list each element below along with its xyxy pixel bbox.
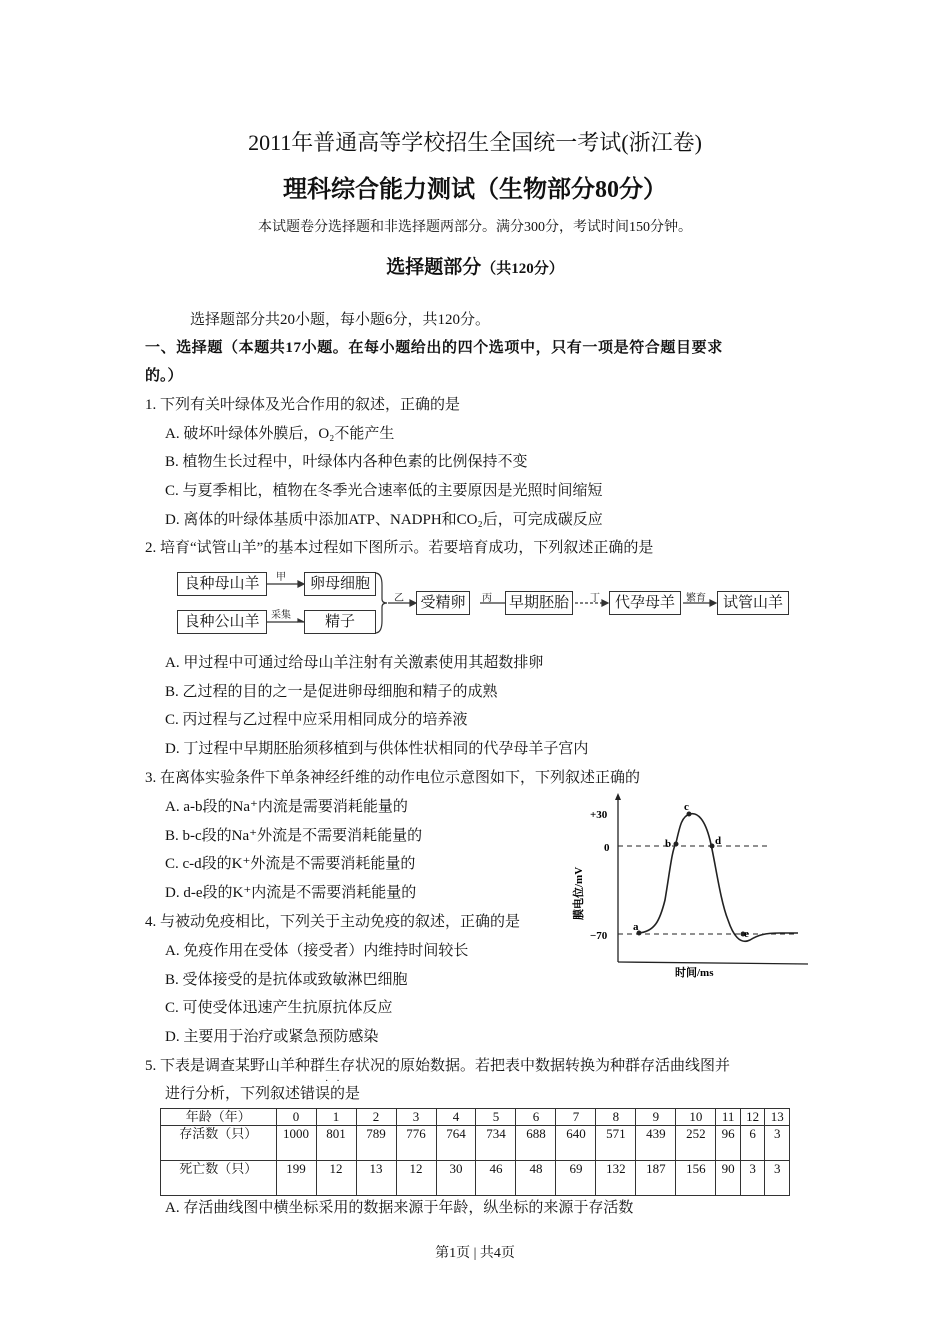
section-note: （共120分） (481, 261, 564, 277)
table-cell: 187 (636, 1161, 676, 1196)
table-cell: 3 (765, 1126, 790, 1161)
label-bing: 丙 (482, 593, 492, 604)
table-cell: 734 (476, 1126, 516, 1161)
table-cell: 1000 (276, 1126, 316, 1161)
q2-option-c: C. 丙过程与乙过程中应采用相同成分的培养液 (165, 712, 468, 728)
table-cell: 12 (740, 1109, 765, 1126)
q2-option-d: D. 丁过程中早期胚胎须移植到与供体性状相同的代孕母羊子宫内 (165, 741, 589, 757)
point-c: c (684, 801, 689, 813)
part1-instructions-cont: 的。） (145, 368, 183, 384)
survival-table (160, 1108, 790, 1196)
box-sperm: 精子 (304, 610, 376, 634)
table-cell: 199 (276, 1161, 316, 1196)
table-cell: 0 (276, 1109, 316, 1126)
exam-intro: 本试题卷分选择题和非选择题两部分。满分300分，考试时间150分钟。 (258, 220, 692, 235)
q2-option-a: A. 甲过程中可通过给母山羊注射有关激素使用其超数排卵 (165, 655, 544, 671)
x-axis (618, 962, 808, 964)
table-cell: 789 (356, 1126, 396, 1161)
table-cell: 13 (765, 1109, 790, 1126)
table-cell: 764 (436, 1126, 476, 1161)
q5-option-a: A. 存活曲线图中横坐标采用的数据来源于年龄，纵坐标的来源于存活数 (165, 1200, 634, 1216)
q1-option-b: B. 植物生长过程中，叶绿体内各种色素的比例保持不变 (165, 454, 528, 470)
table-cell: 5 (476, 1109, 516, 1126)
tick-30: +30 (590, 809, 608, 821)
table-cell: 132 (596, 1161, 636, 1196)
table-cell: 571 (596, 1126, 636, 1161)
table-row-dead (161, 1161, 790, 1196)
q1-option-a: A. 破坏叶绿体外膜后，O₂不能产生 (165, 426, 395, 442)
table-cell: 252 (676, 1126, 716, 1161)
table-cell: 776 (396, 1126, 436, 1161)
q1-option-c: C. 与夏季相比，植物在冬季光合速率低的主要原因是光照时间缩短 (165, 483, 603, 499)
point-e: e (744, 928, 749, 940)
q1-stem: 1. 下列有关叶绿体及光合作用的叙述，正确的是 (145, 397, 461, 413)
row-header: 年龄（年） (161, 1109, 277, 1126)
box-surrogate: 代孕母羊 (609, 591, 681, 615)
box-father-goat: 良种公山羊 (177, 610, 267, 634)
action-potential-graph (570, 790, 810, 980)
label-jia: 甲 (276, 572, 286, 583)
label-breed: 繁育 (686, 593, 706, 604)
exam-subtitle: 理科综合能力测试（生物部分80分） (283, 177, 667, 203)
point-b: b (665, 838, 672, 850)
table-cell: 1 (316, 1109, 356, 1126)
q4-option-c: C. 可使受体迅速产生抗原抗体反应 (165, 1000, 393, 1016)
table-cell: 2 (356, 1109, 396, 1126)
tick-minus70: −70 (590, 930, 608, 942)
table-cell: 12 (316, 1161, 356, 1196)
part1-instructions: 一、选择题（本题共17小题。在每小题给出的四个选项中，只有一项是符合题目要求 (145, 340, 723, 356)
table-cell: 6 (740, 1126, 765, 1161)
section-title: 选择题部分 (386, 257, 482, 278)
label-collect: 采集 (271, 610, 291, 621)
point-d: d (715, 835, 722, 847)
table-cell: 156 (676, 1161, 716, 1196)
box-early-embryo: 早期胚胎 (505, 591, 573, 615)
q3-option-d: D. d-e段的K⁺内流是不需要消耗能量的 (165, 885, 417, 901)
q4-option-d: D. 主要用于治疗或紧急预防感染 (165, 1029, 379, 1045)
q2-option-b: B. 乙过程的目的之一是促进卵母细胞和精子的成熟 (165, 684, 498, 700)
box-zygote: 受精卵 (416, 591, 470, 615)
row-header: 存活数（只） (161, 1126, 277, 1161)
table-cell: 96 (716, 1126, 741, 1161)
emphasis-dots: ·· (325, 1076, 348, 1087)
table-cell: 3 (740, 1161, 765, 1196)
table-cell: 11 (716, 1109, 741, 1126)
table-cell: 7 (556, 1109, 596, 1126)
q3-option-a: A. a-b段的Na⁺内流是需要消耗能量的 (165, 799, 408, 815)
table-cell: 439 (636, 1126, 676, 1161)
q4-stem: 4. 与被动免疫相比，下列关于主动免疫的叙述，正确的是 (145, 914, 521, 930)
x-axis-label: 时间/ms (675, 967, 714, 979)
table-cell: 10 (676, 1109, 716, 1126)
point-a: a (633, 921, 639, 933)
label-yi: 乙 (394, 593, 404, 604)
q3-option-b: B. b-c段的Na⁺外流是不需要消耗能量的 (165, 828, 423, 844)
label-ding: 丁 (590, 593, 600, 604)
q4-option-a: A. 免疫作用在受体（接受者）内维持时间较长 (165, 943, 469, 959)
q3-stem: 3. 在离体实验条件下单条神经纤维的动作电位示意图如下，下列叙述正确的 (145, 770, 641, 786)
q2-stem: 2. 培育“试管山羊”的基本过程如下图所示。若要培育成功，下列叙述正确的是 (145, 540, 654, 556)
section-desc: 选择题部分共20小题，每小题6分，共120分。 (190, 312, 491, 328)
q1-option-d: D. 离体的叶绿体基质中添加ATP、NADPH和CO₂后，可完成碳反应 (165, 512, 603, 528)
q5-stem-cont: 进行分析，下列叙述错误的是 (165, 1086, 361, 1102)
table-cell: 8 (596, 1109, 636, 1126)
q4-option-b: B. 受体接受的是抗体或致敏淋巴细胞 (165, 972, 408, 988)
table-cell: 3 (396, 1109, 436, 1126)
table-cell: 48 (516, 1161, 556, 1196)
table-cell: 90 (716, 1161, 741, 1196)
section-heading (0, 256, 950, 281)
table-cell: 9 (636, 1109, 676, 1126)
y-axis-label: 膜电位/mV (573, 866, 585, 920)
table-row-age (161, 1109, 790, 1126)
table-cell: 801 (316, 1126, 356, 1161)
table-cell: 12 (396, 1161, 436, 1196)
box-test-tube-goat: 试管山羊 (717, 591, 789, 615)
exam-title: 2011年普通高等学校招生全国统一考试(浙江卷) (248, 130, 702, 155)
table-row-alive (161, 1126, 790, 1161)
table-cell: 69 (556, 1161, 596, 1196)
table-cell: 688 (516, 1126, 556, 1161)
box-mother-goat: 良种母山羊 (177, 572, 267, 596)
q5-stem: 5. 下表是调查某野山羊种群生存状况的原始数据。若把表中数据转换为种群存活曲线图并 (145, 1058, 731, 1074)
table-cell: 13 (356, 1161, 396, 1196)
table-cell: 3 (765, 1161, 790, 1196)
table-cell: 6 (516, 1109, 556, 1126)
table-cell: 4 (436, 1109, 476, 1126)
table-cell: 30 (436, 1161, 476, 1196)
tick-0: 0 (604, 842, 610, 854)
potential-curve (638, 814, 798, 942)
table-cell: 46 (476, 1161, 516, 1196)
page-footer: 第1页 | 共4页 (435, 1246, 515, 1261)
row-header: 死亡数（只） (161, 1161, 277, 1196)
table-cell: 640 (556, 1126, 596, 1161)
q3-option-c: C. c-d段的K⁺外流是不需要消耗能量的 (165, 856, 416, 872)
box-oocyte: 卵母细胞 (304, 572, 376, 596)
